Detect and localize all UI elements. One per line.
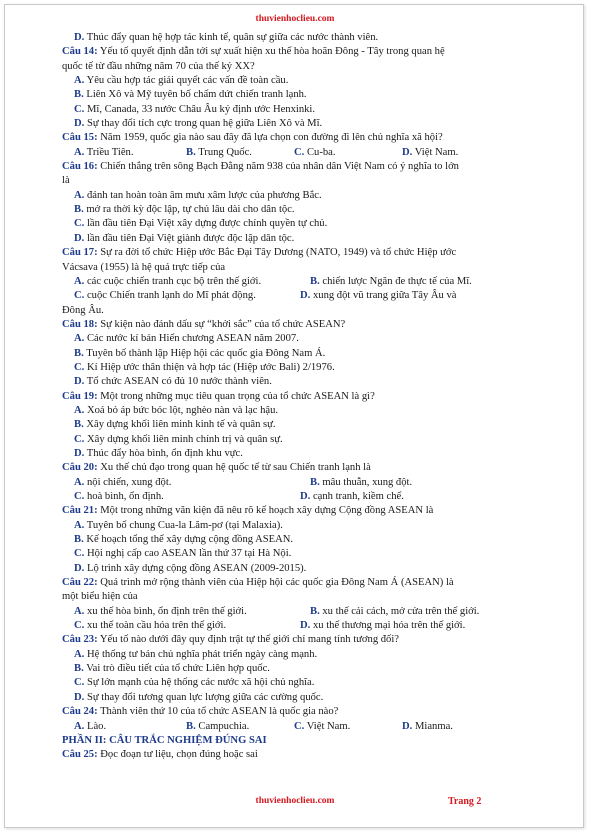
option-line bbox=[62, 217, 558, 231]
option-text: Cu-ba. bbox=[306, 146, 336, 158]
option-text: Tuyên bố chung Cua-la Lăm-pơ (tại Malaxia). bbox=[86, 519, 283, 531]
option-cell bbox=[74, 720, 186, 734]
question-text: Đọc đoạn tư liệu, chọn đúng hoặc sai bbox=[100, 749, 258, 761]
option-line bbox=[62, 662, 558, 676]
question-text-continued: một biểu hiện của bbox=[62, 591, 138, 603]
option-text: Xoá bỏ áp bức bóc lột, nghèo nàn và lạc hậu. bbox=[86, 404, 279, 416]
option-text: lần đầu tiên Đại Việt xây dựng được chính quyền tự chủ. bbox=[86, 218, 328, 230]
option-cell bbox=[402, 146, 458, 160]
question-17 bbox=[62, 246, 558, 260]
option-letter: B. bbox=[74, 347, 84, 359]
question-23 bbox=[62, 633, 558, 647]
option-text: xu thế cải cách, mở cửa trên thế giới. bbox=[322, 605, 480, 617]
option-letter: A. bbox=[74, 275, 85, 287]
option-text: Các nước kí bản Hiến chương ASEAN năm 2007. bbox=[86, 333, 299, 345]
option-line bbox=[62, 189, 558, 203]
question-label: Câu 22: bbox=[62, 577, 98, 589]
option-letter: B. bbox=[310, 605, 320, 617]
option-letter: D. bbox=[74, 376, 85, 388]
option-line bbox=[62, 332, 558, 346]
option-letter: D. bbox=[300, 290, 311, 302]
options-row bbox=[62, 275, 558, 289]
option-text: Xây dựng khối liên minh kinh tế và quân sự. bbox=[86, 419, 276, 431]
option-text: Tuyên bố thành lập Hiệp hội các quốc gia Đông Nam Á. bbox=[86, 347, 326, 359]
option-text: hoà bình, ổn định. bbox=[86, 491, 164, 502]
option-text-continued: Đông Âu. bbox=[62, 304, 104, 316]
option-cell bbox=[74, 289, 300, 303]
option-cell bbox=[294, 146, 402, 160]
question-label: Câu 20: bbox=[62, 462, 98, 474]
option-text: Sự lớn mạnh của hệ thống các nước xã hội chủ nghĩa. bbox=[86, 677, 315, 689]
option-text: Mĩ, Canada, 33 nước Châu Âu ký định ước Henxinki. bbox=[86, 103, 316, 115]
option-letter: C. bbox=[74, 677, 85, 689]
option-text: đánh tan hoàn toàn âm mưu xâm lược của phương Bắc. bbox=[86, 189, 322, 201]
option-letter: D. bbox=[74, 118, 85, 130]
option-text: Campuchia. bbox=[198, 720, 250, 732]
question-text: Yếu tố nào dưới đây quy định trật tự thế giới chỉ mang tính tương đối? bbox=[99, 634, 399, 646]
exam-content bbox=[62, 31, 558, 763]
question-label: Câu 23: bbox=[62, 634, 98, 646]
option-cell bbox=[310, 275, 472, 289]
option-line bbox=[62, 447, 558, 461]
option-letter: B. bbox=[310, 275, 320, 287]
option-text: Thúc đẩy hòa bình, ổn định khu vực. bbox=[86, 447, 243, 459]
option-letter: C. bbox=[74, 290, 85, 302]
option-text: cuộc Chiến tranh lạnh do Mĩ phát động. bbox=[86, 290, 256, 302]
option-text: Sự thay đổi tích cực trong quan hệ giữa Liên Xô và Mĩ. bbox=[86, 118, 323, 130]
question-14 bbox=[62, 45, 558, 59]
option-letter: C. bbox=[74, 218, 85, 230]
question-label: Câu 24: bbox=[62, 706, 98, 718]
option-text: nội chiến, xung đột. bbox=[86, 476, 172, 488]
option-line bbox=[62, 232, 558, 246]
option-cell bbox=[294, 720, 402, 734]
options-row bbox=[62, 490, 558, 504]
option-text: lần đầu tiên Đại Việt giành được độc lập dân tộc. bbox=[86, 232, 295, 244]
option-letter: A. bbox=[74, 404, 85, 416]
question-text: Một trong những văn kiện đã nêu rõ kế hoạch xây dựng Cộng đồng ASEAN là bbox=[100, 505, 434, 517]
question-text: Quá trình mở rộng thành viên của Hiệp hội các quốc gia Đông Nam Á (ASEAN) là bbox=[100, 577, 454, 589]
option-letter: D. bbox=[402, 146, 413, 158]
question-16 bbox=[62, 160, 558, 174]
option-line bbox=[62, 117, 558, 131]
option-letter: A. bbox=[74, 519, 85, 531]
question-text: Năm 1959, quốc gia nào sau đây đã lựa chọn con đường đi lên chủ nghĩa xã hội? bbox=[100, 132, 443, 144]
option-letter: B. bbox=[186, 146, 196, 158]
option-letter: C. bbox=[74, 103, 85, 115]
option-line bbox=[62, 88, 558, 102]
option-line bbox=[62, 519, 558, 533]
option-text: Thúc đẩy quan hệ hợp tác kinh tế, quân sự giữa các nước thành viên. bbox=[86, 32, 379, 43]
options-row bbox=[62, 619, 558, 633]
option-cell bbox=[402, 720, 453, 734]
option-letter: D. bbox=[74, 562, 85, 574]
option-line bbox=[62, 691, 558, 705]
footer-site-name: thuvienhoclieu.com bbox=[255, 796, 335, 806]
options-row bbox=[62, 720, 558, 734]
option-line bbox=[62, 347, 558, 361]
option-letter: A. bbox=[74, 605, 85, 617]
page-number: Trang 2 bbox=[448, 796, 482, 807]
option-text: xung đột vũ trang giữa Tây Âu và bbox=[312, 290, 457, 302]
option-text: Kí Hiệp ước thân thiện và hợp tác (Hiệp ước Bali) 2/1976. bbox=[86, 361, 335, 373]
option-text: xu thế toàn cầu hóa trên thế giới. bbox=[86, 620, 227, 632]
question-18 bbox=[62, 318, 558, 332]
option-letter: C. bbox=[294, 720, 305, 732]
option-letter: B. bbox=[186, 720, 196, 732]
question-text: Sự kiện nào đánh dấu sự “khởi sắc” của tổ chức ASEAN? bbox=[100, 318, 346, 330]
option-letter: C. bbox=[74, 620, 85, 632]
option-text: các cuộc chiến tranh cục bộ trên thế giới. bbox=[86, 275, 262, 287]
question-label: Câu 19: bbox=[62, 390, 98, 402]
option-cell bbox=[300, 490, 404, 504]
option-line bbox=[62, 648, 558, 662]
option-line bbox=[62, 203, 558, 217]
option-letter: A. bbox=[74, 146, 85, 158]
option-text: Vai trò điều tiết của tổ chức Liên hợp quốc. bbox=[86, 663, 270, 675]
option-cell bbox=[74, 146, 186, 160]
option-text: cạnh tranh, kiềm chế. bbox=[312, 491, 404, 502]
question-20 bbox=[62, 461, 558, 475]
option-line bbox=[62, 103, 558, 117]
option-text: Kế hoạch tổng thể xây dựng cộng đồng ASEAN. bbox=[86, 534, 294, 546]
option-text: Tổ chức ASEAN có đủ 10 nước thành viên. bbox=[86, 376, 272, 388]
option-letter: D. bbox=[300, 491, 311, 502]
option-cell bbox=[74, 275, 310, 289]
question-text: Sự ra đời tổ chức Hiệp ước Bắc Đại Tây Dương (NATO, 1949) và tổ chức Hiệp ước bbox=[100, 247, 457, 259]
option-cell bbox=[300, 619, 465, 633]
option-letter: D. bbox=[74, 32, 85, 43]
question-label: Câu 15: bbox=[62, 132, 98, 144]
question-21 bbox=[62, 504, 558, 518]
option-letter: A. bbox=[74, 333, 85, 345]
option-text: Sự thay đổi tương quan lực lượng giữa các cường quốc. bbox=[86, 691, 324, 703]
option-line bbox=[62, 375, 558, 389]
question-label: Câu 21: bbox=[62, 505, 98, 517]
option-text: Hội nghị cấp cao ASEAN lần thứ 37 tại Hà Nội. bbox=[86, 548, 292, 560]
question-24 bbox=[62, 705, 558, 719]
option-text: xu thế hòa bình, ổn định trên thế giới. bbox=[86, 605, 247, 617]
option-cell bbox=[74, 619, 300, 633]
option-letter: B. bbox=[74, 89, 84, 101]
option-text: Việt Nam. bbox=[414, 146, 459, 158]
option-letter: B. bbox=[74, 663, 84, 675]
option-letter: C. bbox=[74, 361, 85, 373]
option-text: Hệ thống tư bản chủ nghĩa phát triển ngày càng mạnh. bbox=[86, 648, 318, 660]
options-row bbox=[62, 289, 558, 303]
option-text: Mianma. bbox=[414, 720, 453, 732]
options-row bbox=[62, 146, 558, 160]
option-letter: B. bbox=[74, 419, 84, 431]
option-letter: C. bbox=[74, 433, 85, 445]
option-letter: D. bbox=[300, 620, 311, 632]
option-letter: D. bbox=[402, 720, 413, 732]
option-line bbox=[62, 533, 558, 547]
option-line bbox=[62, 404, 558, 418]
option-letter: A. bbox=[74, 75, 85, 87]
option-line bbox=[62, 418, 558, 432]
option-text: mở ra thời kỳ độc lập, tự chủ lâu dài cho dân tộc. bbox=[86, 204, 295, 216]
question-22 bbox=[62, 576, 558, 590]
option-letter: B. bbox=[74, 204, 84, 216]
question-text-continued: Vácsava (1955) là hệ quả trực tiếp của bbox=[62, 261, 226, 273]
option-letter: A. bbox=[74, 476, 85, 488]
option-letter: C. bbox=[74, 491, 85, 502]
option-line bbox=[62, 433, 558, 447]
option-cell bbox=[310, 476, 412, 490]
option-letter: B. bbox=[310, 476, 320, 488]
option-text: mâu thuẫn, xung đột. bbox=[322, 476, 413, 488]
option-text: Việt Nam. bbox=[306, 720, 351, 732]
option-letter: C. bbox=[294, 146, 305, 158]
option-line bbox=[62, 74, 558, 88]
option-cell bbox=[74, 476, 310, 490]
option-text: Triều Tiên. bbox=[86, 146, 134, 158]
question-text-continued: quốc tế từ đầu những năm 70 của thế kỷ XX? bbox=[62, 60, 255, 72]
option-text: Xây dựng khối liên minh chính trị và quân sự. bbox=[86, 433, 283, 445]
question-text: Thành viên thứ 10 của tổ chức ASEAN là quốc gia nào? bbox=[100, 706, 339, 718]
option-cell bbox=[186, 146, 294, 160]
option-line bbox=[62, 361, 558, 375]
option-letter: A. bbox=[74, 648, 85, 660]
option-letter: A. bbox=[74, 720, 85, 732]
question-19 bbox=[62, 390, 558, 404]
question-text: Xu thế chủ đạo trong quan hệ quốc tế từ sau Chiến tranh lạnh là bbox=[100, 462, 371, 474]
option-cell bbox=[310, 605, 479, 619]
question-label: Câu 14: bbox=[62, 46, 98, 58]
option-text: Lộ trình xây dựng cộng đồng ASEAN (2009-2015). bbox=[86, 562, 307, 574]
option-text: Trung Quốc. bbox=[198, 146, 252, 158]
question-25 bbox=[62, 748, 558, 762]
option-letter: B. bbox=[74, 534, 84, 546]
question-text: Yếu tố quyết định dẫn tới sự xuất hiện xu thế hòa hoãn Đông - Tây trong quan hệ bbox=[99, 46, 445, 58]
question-text: Một trong những mục tiêu quan trọng của tổ chức ASEAN là gì? bbox=[100, 390, 375, 402]
option-text: Yêu cầu hợp tác giải quyết các vấn đề toàn cầu. bbox=[86, 75, 289, 87]
option-text: chiến lược Ngăn đe thực tế của Mĩ. bbox=[322, 275, 472, 287]
option-text: xu thế thương mại hóa trên thế giới. bbox=[312, 620, 466, 632]
header-site-name: thuvienhoclieu.com bbox=[255, 14, 335, 24]
option-letter: A. bbox=[74, 189, 85, 201]
question-label: Câu 17: bbox=[62, 247, 98, 259]
question-label: Câu 16: bbox=[62, 161, 98, 173]
question-label: Câu 18: bbox=[62, 318, 98, 330]
option-letter: D. bbox=[74, 232, 85, 244]
option-line bbox=[62, 31, 558, 45]
question-text-continued: là bbox=[62, 175, 70, 187]
option-cell bbox=[186, 720, 294, 734]
option-letter: D. bbox=[74, 447, 85, 459]
options-row bbox=[62, 476, 558, 490]
question-15 bbox=[62, 131, 558, 145]
option-letter: D. bbox=[74, 691, 85, 703]
option-line bbox=[62, 547, 558, 561]
option-cell bbox=[74, 490, 300, 504]
part-2-title: PHẦN II: CÂU TRẮC NGHIỆM ĐÚNG SAI bbox=[62, 734, 267, 746]
option-text: Lào. bbox=[86, 720, 107, 732]
option-cell bbox=[74, 605, 310, 619]
option-cell bbox=[300, 289, 457, 303]
option-text: Liên Xô và Mỹ tuyên bố chấm dứt chiến tranh lạnh. bbox=[86, 89, 307, 101]
option-letter: C. bbox=[74, 548, 85, 560]
option-line bbox=[62, 562, 558, 576]
question-text: Chiến thắng trên sông Bạch Đằng năm 938 của nhân dân Việt Nam có ý nghĩa to lớn bbox=[100, 161, 459, 173]
options-row bbox=[62, 605, 558, 619]
question-label: Câu 25: bbox=[62, 749, 98, 761]
option-line bbox=[62, 676, 558, 690]
